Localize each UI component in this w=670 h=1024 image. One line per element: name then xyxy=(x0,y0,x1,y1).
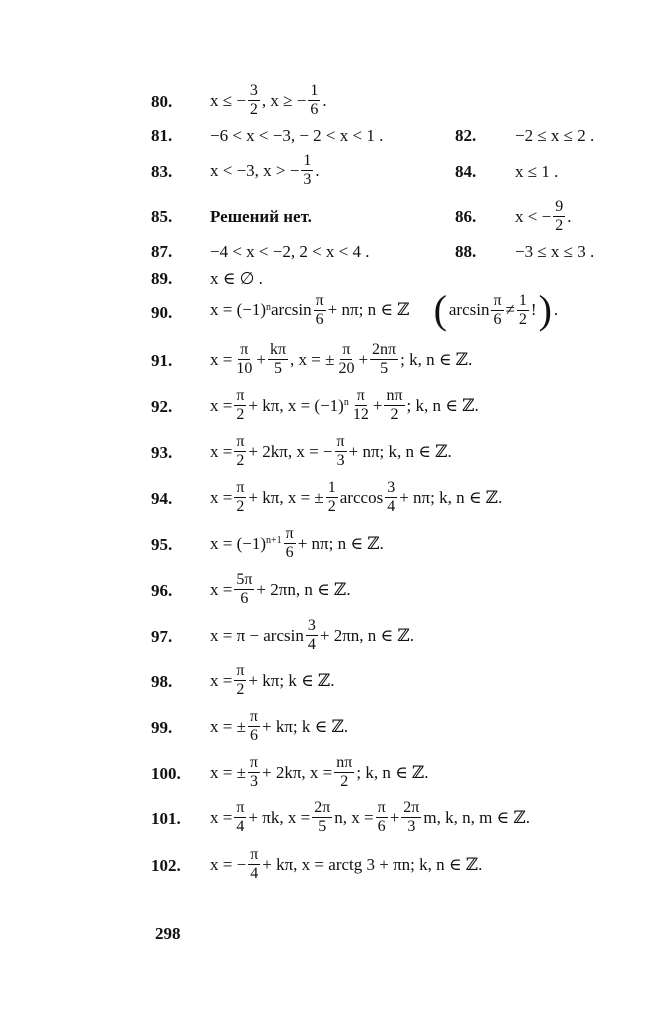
expr-part: + xyxy=(358,349,369,369)
fraction xyxy=(306,617,318,654)
denominator: 5 xyxy=(273,360,282,377)
expr-part: + nπ; n ∈ ℤ. xyxy=(297,533,384,553)
denominator: 5 xyxy=(318,818,327,835)
answer-number: 85. xyxy=(151,207,173,226)
expr-part: ; k, n ∈ ℤ. xyxy=(356,762,429,782)
answer-expression xyxy=(210,754,429,791)
expr-part: . xyxy=(553,300,559,319)
fraction xyxy=(517,292,529,329)
denominator: 6 xyxy=(285,544,294,561)
answer-expression: −3 ≤ x ≤ 3 . xyxy=(515,242,595,261)
denominator: 6 xyxy=(315,310,324,328)
fraction xyxy=(326,479,338,516)
fraction xyxy=(308,82,320,119)
denominator: 6 xyxy=(310,101,319,118)
answer-number: 86. xyxy=(455,207,477,226)
denominator: 3 xyxy=(303,171,312,188)
denominator: 3 xyxy=(336,452,345,469)
answer-expression: x ∈ ∅ . xyxy=(210,269,263,288)
answer-number: 98. xyxy=(151,672,173,691)
answer-expression: Решений нет. xyxy=(210,207,312,226)
answer-expression xyxy=(210,571,351,608)
fraction xyxy=(234,341,254,378)
numerator: π xyxy=(236,433,245,450)
big-paren-left: ( xyxy=(433,287,447,332)
expr-part: , x ≥ − xyxy=(261,90,307,110)
expr-part: + 2πn, n ∈ ℤ. xyxy=(256,579,351,599)
answer-number: 96. xyxy=(151,581,173,600)
fraction xyxy=(384,387,404,424)
expr-part: . xyxy=(322,90,327,110)
answer-expression xyxy=(210,341,472,378)
answer-expression xyxy=(210,617,414,654)
denominator: 2 xyxy=(340,773,349,790)
fraction xyxy=(370,341,398,378)
expr-part: x = π − arcsin xyxy=(210,625,304,645)
expr-part: . xyxy=(567,206,572,226)
answer-number: 83. xyxy=(151,162,173,181)
answer-expression xyxy=(210,662,335,699)
fraction xyxy=(234,662,246,699)
denominator: 4 xyxy=(307,636,316,653)
answer-number: 80. xyxy=(151,92,173,111)
denominator: 6 xyxy=(493,310,502,328)
denominator: 2 xyxy=(327,498,336,515)
expr-part: + nπ; k, n ∈ ℤ. xyxy=(348,441,452,461)
numerator: π xyxy=(236,387,245,404)
numerator: 3 xyxy=(387,479,396,496)
denominator: 4 xyxy=(250,865,259,882)
fraction xyxy=(301,152,313,189)
expr-part: + xyxy=(256,349,266,369)
fraction xyxy=(385,479,397,516)
expr-part: ≠ xyxy=(505,300,515,319)
numerator: 3 xyxy=(307,617,316,634)
numerator: π xyxy=(236,479,245,496)
expr-part: n, x = xyxy=(334,807,374,827)
answer-number: 97. xyxy=(151,627,173,646)
expr-part: arccos xyxy=(339,487,384,507)
denominator: 2 xyxy=(236,406,245,423)
numerator: π xyxy=(240,341,249,358)
denominator: 2 xyxy=(236,498,245,515)
fraction xyxy=(491,292,503,329)
expr-part: + kπ, x = arctg 3 + πn; k, n ∈ ℤ. xyxy=(262,854,483,874)
expr-part: x ≤ − xyxy=(210,90,246,110)
numerator: 5π xyxy=(236,571,253,588)
expr-part: + kπ; k ∈ ℤ. xyxy=(248,670,335,690)
numerator: 3 xyxy=(249,82,258,99)
denominator: 2 xyxy=(236,452,245,469)
denominator: 2 xyxy=(390,406,399,423)
numerator: 1 xyxy=(327,479,336,496)
answer-expression: −6 < x < −3, − 2 < x < 1 . xyxy=(210,126,384,145)
answer-number: 100. xyxy=(151,764,181,783)
fraction xyxy=(234,571,254,608)
answer-expression: −4 < x < −2, 2 < x < 4 . xyxy=(210,242,370,261)
expr-part: arcsin xyxy=(271,300,312,319)
numerator: 2π xyxy=(314,799,331,816)
expr-part: x = ± xyxy=(210,762,246,782)
fraction xyxy=(234,433,246,470)
expr-part: x = (−1) xyxy=(210,533,266,553)
answer-number: 99. xyxy=(151,718,173,737)
numerator: π xyxy=(315,291,324,309)
expr-part: x = xyxy=(210,395,233,415)
numerator: 2π xyxy=(403,799,420,816)
answer-number: 93. xyxy=(151,443,173,462)
answer-expression: x ≤ 1 . xyxy=(515,162,559,181)
answer-expression xyxy=(210,433,452,470)
denominator: 3 xyxy=(407,818,416,835)
denominator: 4 xyxy=(387,498,396,515)
denominator: 5 xyxy=(380,360,389,377)
answer-number: 91. xyxy=(151,351,173,370)
answer-expression xyxy=(210,287,559,332)
answer-number: 88. xyxy=(455,242,477,261)
numerator: π xyxy=(249,708,258,725)
expr-part: x = (−1) xyxy=(210,300,266,319)
answer-expression xyxy=(210,799,530,836)
superscript: n xyxy=(343,397,349,408)
answer-number: 81. xyxy=(151,126,173,145)
expr-part: x = xyxy=(210,441,233,461)
expr-part: + πk, x = xyxy=(248,807,311,827)
numerator: π xyxy=(336,433,345,450)
answer-expression xyxy=(210,479,502,516)
expr-part: ; k, n ∈ ℤ. xyxy=(406,395,479,415)
denominator: 6 xyxy=(377,818,386,835)
fraction xyxy=(248,846,260,883)
expr-part: + 2kπ, x = xyxy=(262,762,333,782)
numerator: 1 xyxy=(518,291,527,309)
expr-part: + nπ; n ∈ ℤ xyxy=(327,300,410,319)
answer-expression: −2 ≤ x ≤ 2 . xyxy=(515,126,595,145)
answer-expression xyxy=(210,152,320,189)
expr-part: x = xyxy=(210,349,233,369)
expr-part: , x = ± xyxy=(290,349,335,369)
answer-number: 95. xyxy=(151,535,173,554)
expr-part: + xyxy=(372,395,383,415)
numerator: kπ xyxy=(269,341,287,358)
expr-part: x = ± xyxy=(210,716,246,736)
fraction xyxy=(336,341,356,378)
numerator: π xyxy=(493,291,502,309)
numerator: π xyxy=(249,754,258,771)
answer-expression xyxy=(210,708,348,745)
fraction xyxy=(268,341,288,378)
numerator: π xyxy=(236,799,245,816)
expr-part: . xyxy=(315,160,320,180)
numerator: nπ xyxy=(336,754,353,771)
denominator: 2 xyxy=(236,681,245,698)
fraction xyxy=(351,387,371,424)
expr-part: + 2kπ, x = − xyxy=(248,441,333,461)
expr-part: x = xyxy=(210,807,233,827)
expr-part: ; k, n ∈ ℤ. xyxy=(400,349,473,369)
fraction xyxy=(234,799,246,836)
numerator: π xyxy=(250,846,259,863)
expr-part: + xyxy=(389,807,400,827)
expr-part: x < −3, x > − xyxy=(210,160,300,180)
numerator: 2nπ xyxy=(372,341,397,358)
fraction xyxy=(553,198,565,235)
numerator: π xyxy=(342,341,351,358)
numerator: nπ xyxy=(386,387,403,404)
numerator: π xyxy=(236,662,245,679)
answer-number: 102. xyxy=(151,856,181,875)
numerator: π xyxy=(356,387,365,404)
expr-part: + 2πn, n ∈ ℤ. xyxy=(319,625,415,645)
expr-part: + nπ; k, n ∈ ℤ. xyxy=(399,487,503,507)
expr-part: x < − xyxy=(515,206,552,226)
superscript: n xyxy=(266,301,271,313)
big-paren-right: ) xyxy=(538,287,552,332)
answer-expression xyxy=(210,387,479,424)
denominator: 2 xyxy=(555,217,564,234)
denominator: 3 xyxy=(249,773,258,790)
denominator: 2 xyxy=(518,310,527,328)
numerator: π xyxy=(377,799,386,816)
answer-number: 82. xyxy=(455,126,477,145)
expr-part: + kπ, x = ± xyxy=(248,487,324,507)
fraction xyxy=(234,479,246,516)
fraction xyxy=(248,708,260,745)
expr-part: x = xyxy=(210,487,233,507)
fraction xyxy=(335,433,347,470)
answer-number: 101. xyxy=(151,809,181,828)
numerator: 9 xyxy=(555,198,564,215)
answer-expression xyxy=(210,82,327,119)
fraction xyxy=(376,799,388,836)
denominator: 10 xyxy=(236,360,253,377)
expr-part: + kπ; k ∈ ℤ. xyxy=(262,716,349,736)
answer-expression xyxy=(210,846,482,883)
answer-number: 87. xyxy=(151,242,173,261)
fraction xyxy=(401,799,421,836)
denominator: 2 xyxy=(249,101,258,118)
expr-part: + kπ, x = (−1) xyxy=(248,395,344,415)
answer-number: 94. xyxy=(151,489,173,508)
expr-part: m, k, n, m ∈ ℤ. xyxy=(423,807,531,827)
answer-number: 92. xyxy=(151,397,173,416)
expr-part: x = − xyxy=(210,854,247,874)
numerator: 1 xyxy=(310,82,319,99)
denominator: 20 xyxy=(338,360,355,377)
answer-expression xyxy=(515,198,571,235)
denominator: 6 xyxy=(240,590,249,607)
fraction xyxy=(312,799,332,836)
answer-expression xyxy=(210,525,384,562)
answer-number: 84. xyxy=(455,162,477,181)
numerator: 1 xyxy=(303,152,312,169)
fraction xyxy=(248,754,260,791)
superscript: n+1 xyxy=(266,535,282,546)
fraction xyxy=(314,292,326,329)
page-number: 298 xyxy=(155,924,181,943)
numerator: π xyxy=(285,525,294,542)
fraction xyxy=(334,754,354,791)
denominator: 6 xyxy=(249,727,258,744)
answer-number: 89. xyxy=(151,269,173,288)
expr-part: x = xyxy=(210,579,233,599)
fraction xyxy=(234,387,246,424)
expr-part: x = xyxy=(210,670,233,690)
denominator: 4 xyxy=(236,818,245,835)
expr-part: ! xyxy=(530,300,537,319)
fraction xyxy=(284,525,296,562)
expr-part: arcsin xyxy=(448,300,490,319)
denominator: 12 xyxy=(352,406,369,423)
answer-number: 90. xyxy=(151,303,173,322)
fraction xyxy=(248,82,260,119)
